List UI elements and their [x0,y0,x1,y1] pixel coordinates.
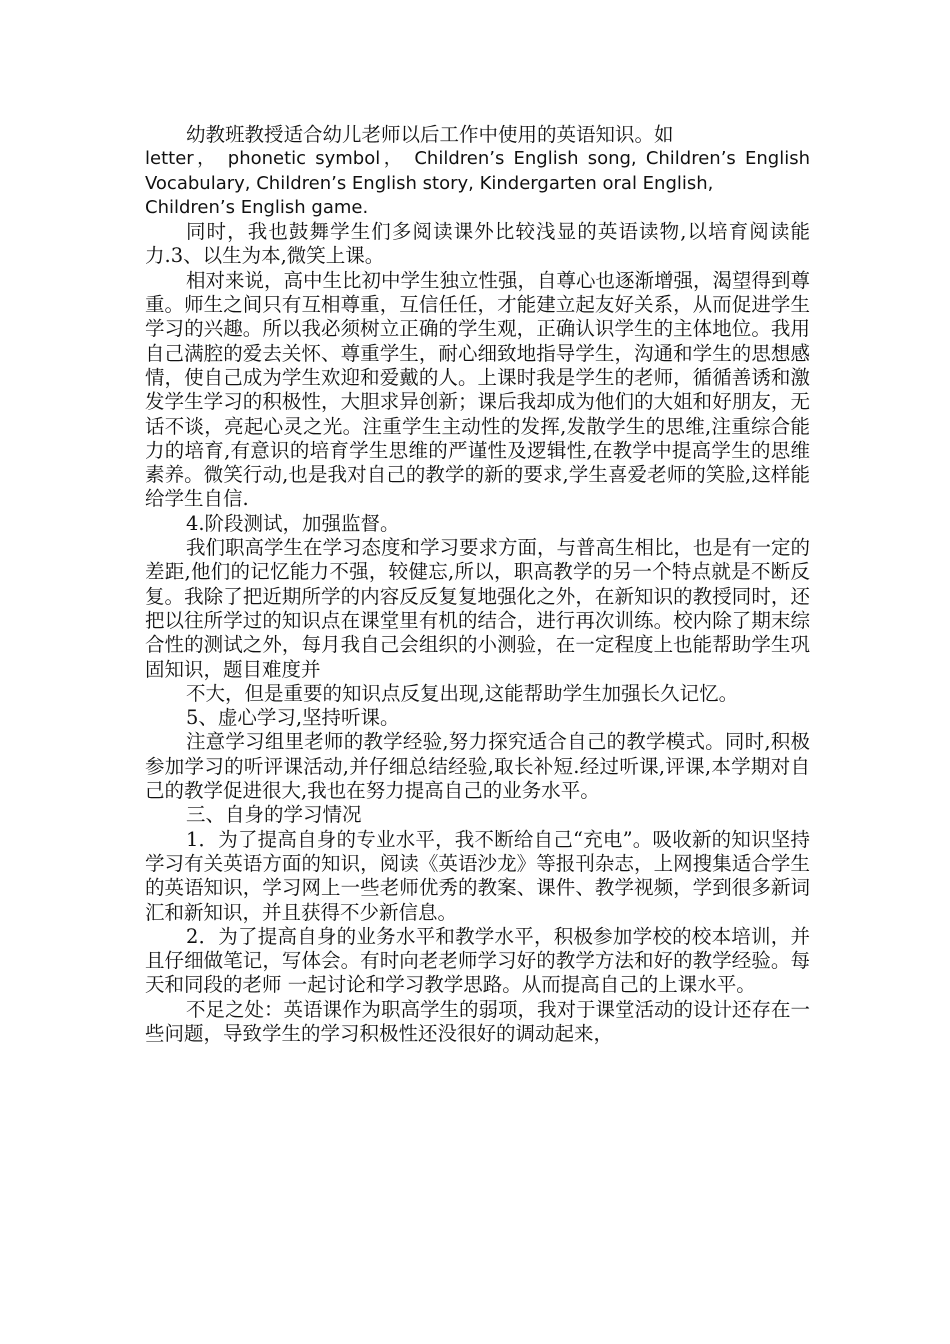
paragraph-student-centered: 相对来说，高中生比初中学生独立性强，自尊心也逐渐增强，渴望得到尊重。师生之间只有互相尊重，互信任任，才能建立起友好关系，从而促进学生学习的兴趣。所以我必须树立正确的学生观，正确认识学生的主体地位。我用自己满腔的爱去关怀、尊重学生，耐心细致地指导学生，沟通和学生的思想感情，使自己成为学生欢迎和爱戴的人。上课时我是学生的老师，循循善诱和激发学生学习的积极性，大胆求异创新；课后我却成为他们的大姐和好朋友，无话不谈，亮起心灵之光。注重学生主动性的发挥,发散学生的思维,注重综合能力的培育,有意识的培育学生思维的严谨性及逻辑性,在教学中提高学生的思维素养。微笑行动,也是我对自己的教学的新的要求,学生喜爱老师的笑脸,这样能给学生自信. [145,268,810,511]
document-body [145,123,810,1046]
paragraph-kindergarten-english: 幼教班教授适合幼儿老师以后工作中使用的英语知识。如 [185,123,674,146]
paragraph-shortcomings: 不足之处：英语课作为职高学生的弱项，我对于课堂活动的设计还存在一些问题，导致学生的学习积极性还没很好的调动起来， [145,997,810,1045]
heading-stage-testing: 4.阶段测试，加强监督。 [185,511,400,535]
paragraph-memory: 不大，但是重要的知识点反复出现,这能帮助学生加强长久记忆。 [185,681,739,705]
heading-self-study: 三、自身的学习情况 [185,803,362,827]
paragraph-self-study-1: 1．为了提高自身的专业水平，我不断给自己“充电”。吸收新的知识坚持学习有关英语方面的知识，阅读《英语沙龙》等报刊杂志，上网搜集适合学生的英语知识，学习网上一些老师优秀的教案、课件、教学视频，学到很多新词汇和新知识，并且获得不少新信息。 [145,827,810,924]
paragraph-repetition: 我们职高学生在学习态度和学习要求方面，与普高生相比，也是有一定的差距,他们的记忆能力不强，较健忘,所以，职高教学的另一个特点就是不断反复。我除了把近期所学的内容反反复复地强化之外，在新知识的教授同时，还把以往所学过的知识点在课堂里有机的结合，进行再次训练。校内除了期末综合性的测试之外，每月我自己会组织的小测验，在一定程度上也能帮助学生巩固知识，题目难度并 [145,536,810,681]
paragraph-self-study-2: 2．为了提高自身的业务水平和教学水平，积极参加学校的校本培训，并且仔细做笔记，写体会。有时向老老师学习好的教学方法和好的教学经验。每天和同段的老师 一起讨论和学习教学思路。从而提高自己的上课水平。 [145,924,810,997]
heading-humble-learning: 5、虚心学习,坚持听课。 [185,706,400,730]
paragraph-english-game: Children’s English game. [145,196,369,218]
paragraph-teaching-experience: 注意学习组里老师的教学经验,努力探究适合自己的教学模式。同时,积极参加学习的听评课活动,并仔细总结经验,取长补短.经过听课,评课,本学期对自己的教学促进很大,我也在努力提高自己的业务水平。 [145,730,810,803]
paragraph-extracurricular-reading: 同时，我也鼓舞学生们多阅读课外比较浅显的英语读物,以培育阅读能力.3、以生为本,微笑上课。 [145,220,810,268]
paragraph-english-topics: letter， phonetic symbol， Children’s English song, Children’s English Vocabulary, Children’s English story, Kindergarten oral English, [145,148,810,194]
